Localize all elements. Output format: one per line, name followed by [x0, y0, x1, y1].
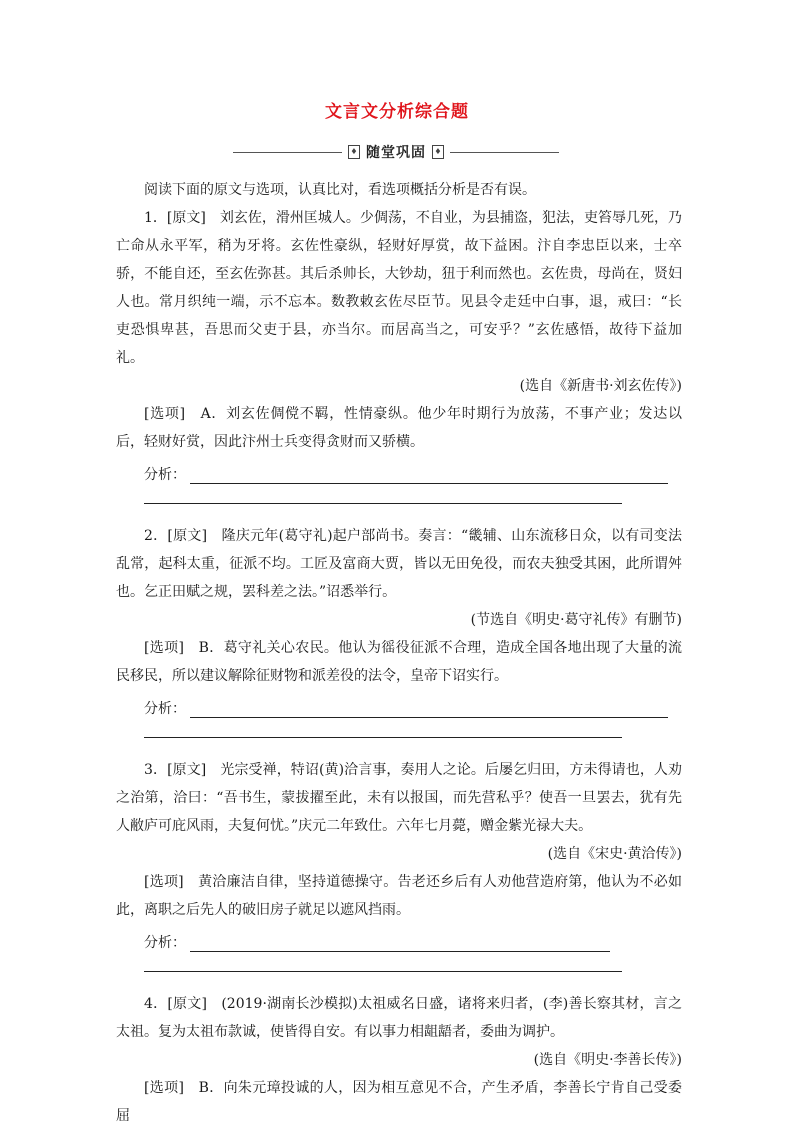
analysis-label: 分析：	[144, 467, 186, 483]
analysis-label: 分析：	[144, 935, 186, 951]
source-citation: (选自《宋史·黄洽传》)	[547, 846, 682, 862]
analysis-field[interactable]	[116, 690, 682, 718]
ornament-icon: ♦	[348, 145, 360, 159]
divider-right	[450, 152, 559, 153]
option-text: [选项] B．葛守礼关心农民。他认为徭役征派不合理，造成全国各地出现了大量的流民移民，所以建议解除征财物和派差役的法令，皇帝下诏实行。	[116, 640, 682, 684]
original-text: 2．[原文] 隆庆元年(葛守礼)起户部尚书。奏言：“畿辅、山东流移日众，以有司变法乱常，起科太重，征派不均。工匠及富商大贾，皆以无田免役，而农夫独受其困，此所谓舛也。乞正田赋之规，罢科差之法。”诏悉举行。	[116, 528, 682, 600]
answer-line[interactable]	[190, 699, 668, 718]
source-citation: (选自《新唐书·刘玄佐传》)	[519, 378, 682, 394]
instruction: 阅读下面的原文与选项，认真比对，看选项概括分析是否有误。	[144, 182, 536, 198]
content	[116, 176, 682, 1130]
ornament-icon: ♦	[432, 145, 444, 159]
divider-left	[233, 152, 342, 153]
analysis-field[interactable]	[116, 456, 682, 484]
source-citation: (节选自《明史·葛守礼传》有删节)	[470, 612, 682, 628]
section-header	[233, 142, 559, 162]
original-text: 3．[原文] 光宗受禅，特诏(黄)洽言事，奏用人之论。后屡乞归田，方未得请也，人劝之治第，洽曰：“吾书生，蒙拔擢至此，未有以报国，而先营私乎？使吾一旦罢去，犹有先人敝庐可庇风雨，夫复何忧。”庆元二年致仕。六年七月薨，赠金紫光禄大夫。	[116, 762, 682, 834]
analysis-label: 分析：	[144, 701, 186, 717]
answer-line[interactable]	[116, 718, 682, 746]
option-text: [选项] A．刘玄佐倜傥不羁，性情豪纵。他少年时期行为放荡，不事产业；发达以后，轻财好赏，因此汴州士兵变得贪财而又骄横。	[116, 406, 682, 450]
option-text: [选项] B．向朱元璋投诚的人，因为相互意见不合，产生矛盾，李善长宁肯自己受委屈	[116, 1080, 682, 1124]
option-text: [选项] 黄洽廉洁自律，坚持道德操守。告老还乡后有人劝他营造府第，他认为不必如此，离职之后先人的破旧房子就足以遮风挡雨。	[116, 874, 682, 918]
answer-line[interactable]	[116, 952, 682, 980]
source-citation: (选自《明史·李善长传》)	[533, 1052, 682, 1068]
answer-line[interactable]	[190, 465, 668, 484]
section-label: 随堂巩固	[366, 145, 426, 161]
page-title: 文言文分析综合题	[325, 102, 469, 122]
answer-line[interactable]	[190, 933, 610, 952]
answer-line[interactable]	[116, 484, 682, 512]
original-text: 4．[原文] (2019·湖南长沙模拟)太祖威名日盛，诸将来归者，(李)善长察其材，言之太祖。复为太祖布款诚，使皆得自安。有以事力相龃龉者，委曲为调护。	[116, 996, 682, 1040]
original-text: 1．[原文] 刘玄佐，滑州匡城人。少倜荡，不自业，为县捕盗，犯法，吏笞辱几死，乃亡命从永平军，稍为牙将。玄佐性豪纵，轻财好厚赏，故下益困。汴自李忠臣以来，士卒骄，不能自还，至玄佐弥甚。其后杀帅长，大钞劫，狃于利而然也。玄佐贵，母尚在，贤妇人也。常月织纯一端，示不忘本。数教敕玄佐尽臣节。见县令走廷中白事，退，戒曰：“长吏恐惧卑甚，吾思而父吏于县，亦当尔。而居高当之，可安乎？”玄佐感悟，故待下益加礼。	[116, 210, 682, 366]
analysis-field[interactable]	[116, 924, 682, 952]
